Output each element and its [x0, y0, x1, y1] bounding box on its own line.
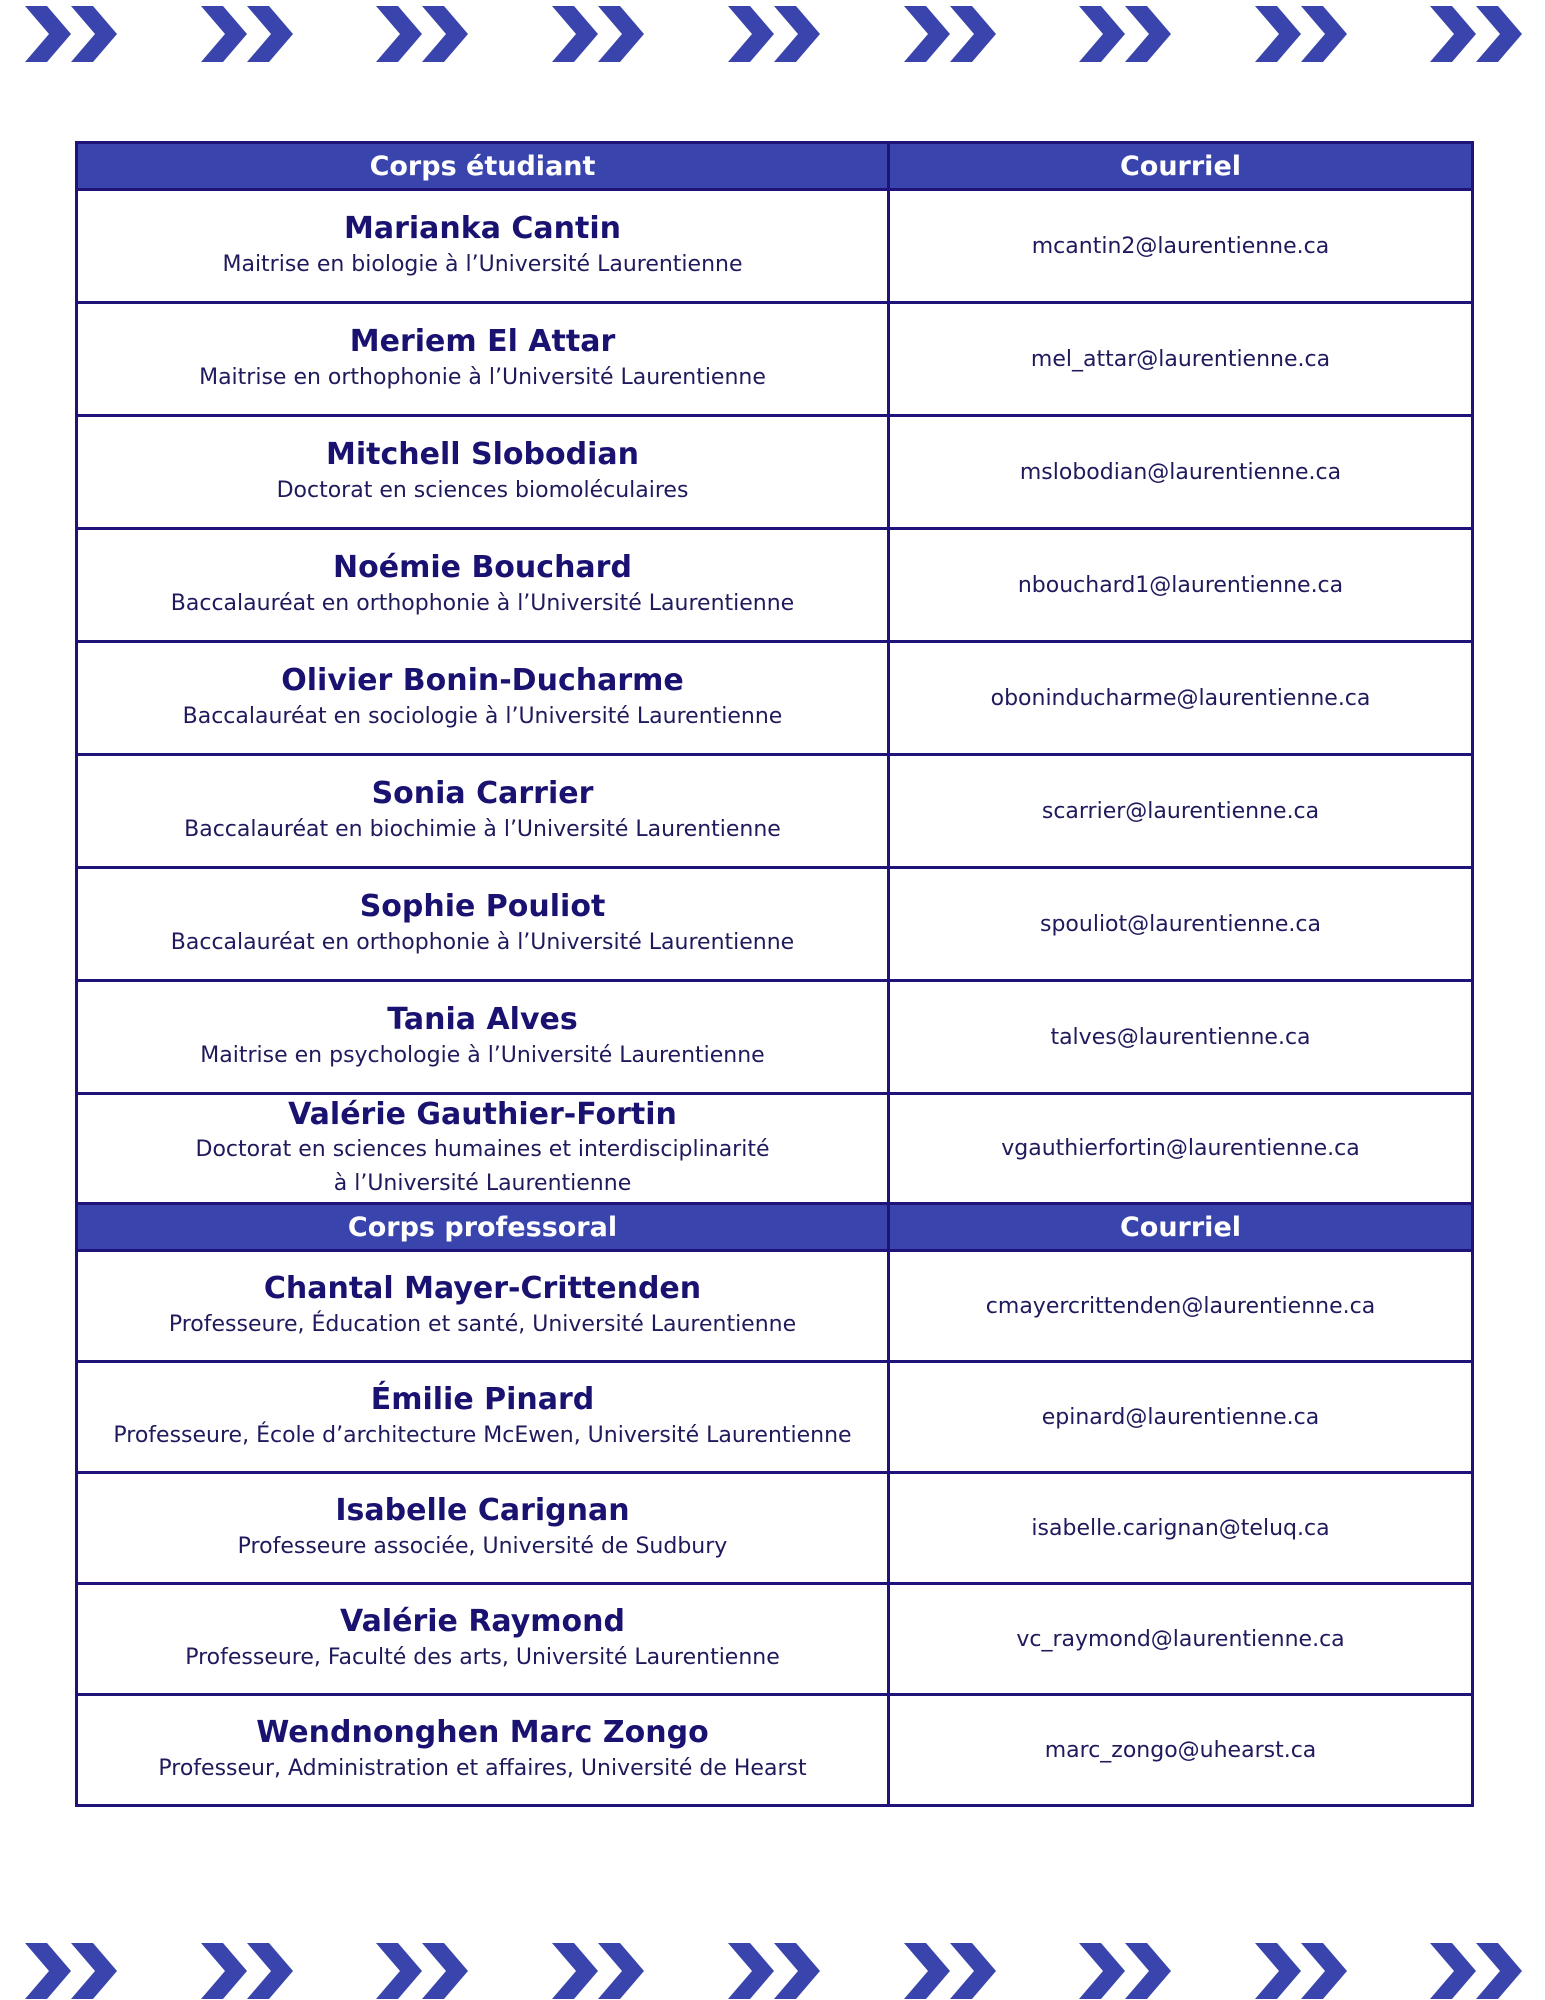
double-chevron-icon: [728, 1943, 820, 1999]
email-cell: [889, 981, 1473, 1094]
double-chevron-icon: [25, 1943, 117, 1999]
email-address[interactable]: vc_raymond@laurentienne.ca: [1016, 1626, 1345, 1652]
person-cell: [77, 1473, 889, 1584]
email-address[interactable]: vgauthierfortin@laurentienne.ca: [1001, 1136, 1360, 1161]
double-chevron-icon: [1255, 6, 1347, 62]
email-address[interactable]: spouliot@laurentienne.ca: [1040, 911, 1321, 937]
person-cell: [77, 755, 889, 868]
email-address[interactable]: cmayercrittenden@laurentienne.ca: [985, 1293, 1376, 1319]
person-program: Baccalauréat en sociologie à l’Université Laurentienne: [182, 703, 783, 729]
person-name: Tania Alves: [387, 1002, 578, 1038]
email-address[interactable]: nbouchard1@laurentienne.ca: [1017, 572, 1344, 598]
email-cell: [889, 868, 1473, 981]
email-cell: [889, 303, 1473, 416]
table-row: [77, 1251, 1473, 1362]
person-program: Doctorat en sciences humaines et interdisciplinarité: [195, 1137, 770, 1163]
table-row: [77, 1695, 1473, 1806]
person-cell: [77, 1362, 889, 1473]
person-cell: [77, 190, 889, 303]
person-title: Professeure, Éducation et santé, Université Laurentienne: [168, 1311, 797, 1337]
table-row: [77, 755, 1473, 868]
double-chevron-icon: [376, 6, 468, 62]
person-name: Olivier Bonin-Ducharme: [281, 663, 684, 699]
person-name: Isabelle Carignan: [335, 1493, 630, 1529]
person-title: Professeur, Administration et affaires, Université de Hearst: [158, 1755, 807, 1781]
table-row: [77, 1473, 1473, 1584]
contacts-table: [75, 141, 1474, 1807]
students-email-header: Courriel: [889, 143, 1473, 190]
table-row: [77, 1584, 1473, 1695]
email-cell: [889, 416, 1473, 529]
person-title: Professeure, Faculté des arts, Université Laurentienne: [185, 1644, 780, 1670]
table-row: [77, 981, 1473, 1094]
email-cell: [889, 1251, 1473, 1362]
double-chevron-icon: [25, 6, 117, 62]
person-cell: [77, 1584, 889, 1695]
person-name: Mitchell Slobodian: [326, 437, 639, 473]
double-chevron-icon: [201, 1943, 293, 1999]
email-address[interactable]: isabelle.carignan@teluq.ca: [1031, 1515, 1330, 1541]
double-chevron-icon: [1430, 6, 1522, 62]
person-program: Baccalauréat en orthophonie à l’Université Laurentienne: [170, 929, 795, 955]
email-address[interactable]: mslobodian@laurentienne.ca: [1019, 459, 1342, 485]
person-title: Professeure, École d’architecture McEwen, Université Laurentienne: [113, 1422, 852, 1448]
table-row: [77, 642, 1473, 755]
person-cell: [77, 981, 889, 1094]
faculty-header-row: [77, 1204, 1473, 1251]
double-chevron-icon: [201, 6, 293, 62]
person-program: Maitrise en orthophonie à l’Université Laurentienne: [199, 364, 766, 390]
email-cell: [889, 1362, 1473, 1473]
person-cell: [77, 529, 889, 642]
person-cell: [77, 416, 889, 529]
person-name: Chantal Mayer-Crittenden: [263, 1271, 702, 1307]
email-address[interactable]: mcantin2@laurentienne.ca: [1031, 233, 1330, 259]
email-address[interactable]: oboninducharme@laurentienne.ca: [990, 685, 1371, 711]
person-cell: [77, 303, 889, 416]
double-chevron-icon: [1255, 1943, 1347, 1999]
double-chevron-icon: [1079, 6, 1171, 62]
table-row: [77, 1362, 1473, 1473]
double-chevron-icon: [376, 1943, 468, 1999]
person-cell: [77, 642, 889, 755]
person-name: Sonia Carrier: [371, 776, 594, 812]
table-row: [77, 868, 1473, 981]
person-name: Noémie Bouchard: [333, 550, 632, 586]
person-program: Maitrise en biologie à l’Université Laurentienne: [222, 251, 743, 277]
table-row: [77, 416, 1473, 529]
person-title: Professeure associée, Université de Sudbury: [237, 1533, 728, 1559]
email-cell: [889, 1473, 1473, 1584]
table-row: [77, 1094, 1473, 1204]
chevron-border-top: [0, 6, 1545, 62]
double-chevron-icon: [552, 6, 644, 62]
email-address[interactable]: talves@laurentienne.ca: [1050, 1024, 1311, 1050]
person-program: Baccalauréat en orthophonie à l’Université Laurentienne: [170, 590, 795, 616]
person-name: Valérie Gauthier-Fortin: [288, 1096, 677, 1132]
students-header-row: [77, 143, 1473, 190]
person-cell: [77, 1251, 889, 1362]
person-program: Baccalauréat en biochimie à l’Université Laurentienne: [184, 816, 781, 842]
double-chevron-icon: [904, 1943, 996, 1999]
person-program: Doctorat en sciences biomoléculaires: [276, 477, 689, 503]
chevron-border-bottom: [0, 1943, 1545, 1999]
person-cell: [77, 1695, 889, 1806]
person-name: Meriem El Attar: [349, 324, 616, 360]
double-chevron-icon: [552, 1943, 644, 1999]
person-program-line-2: à l’Université Laurentienne: [333, 1171, 632, 1197]
faculty-email-header: Courriel: [889, 1204, 1473, 1251]
double-chevron-icon: [1430, 1943, 1522, 1999]
person-cell: [77, 1094, 889, 1204]
students-group-header: Corps étudiant: [77, 143, 889, 190]
person-program: Maitrise en psychologie à l’Université Laurentienne: [200, 1042, 765, 1068]
email-cell: [889, 1094, 1473, 1204]
email-cell: [889, 642, 1473, 755]
person-name: Wendnonghen Marc Zongo: [256, 1715, 709, 1751]
person-name: Marianka Cantin: [343, 211, 622, 247]
table-row: [77, 303, 1473, 416]
email-address[interactable]: scarrier@laurentienne.ca: [1041, 798, 1320, 824]
email-cell: [889, 755, 1473, 868]
email-cell: [889, 1695, 1473, 1806]
email-cell: [889, 529, 1473, 642]
table-row: [77, 529, 1473, 642]
person-name: Valérie Raymond: [340, 1604, 625, 1640]
email-address[interactable]: mel_attar@laurentienne.ca: [1030, 346, 1331, 372]
table-row: [77, 190, 1473, 303]
person-cell: [77, 868, 889, 981]
person-name: Émilie Pinard: [370, 1382, 595, 1418]
email-address[interactable]: epinard@laurentienne.ca: [1041, 1404, 1320, 1430]
email-cell: [889, 1584, 1473, 1695]
person-name: Sophie Pouliot: [359, 889, 606, 925]
email-address[interactable]: marc_zongo@uhearst.ca: [1044, 1737, 1317, 1763]
faculty-group-header: Corps professoral: [77, 1204, 889, 1251]
double-chevron-icon: [728, 6, 820, 62]
email-cell: [889, 190, 1473, 303]
double-chevron-icon: [904, 6, 996, 62]
double-chevron-icon: [1079, 1943, 1171, 1999]
